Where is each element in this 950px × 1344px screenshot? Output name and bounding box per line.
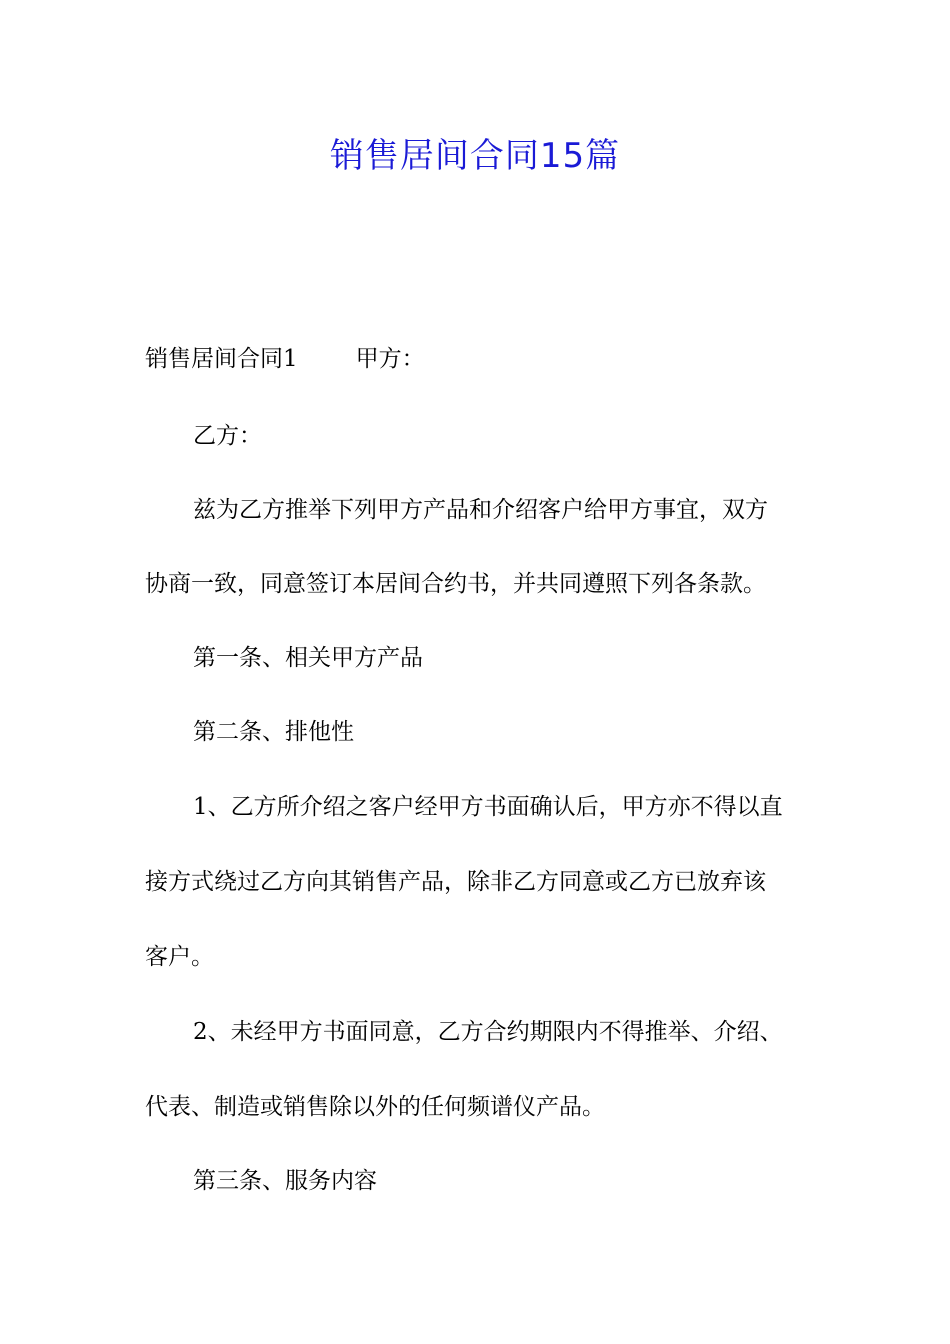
party-a-label: 甲方： — [355, 346, 425, 372]
clause-2-line-1: 2、未经甲方书面同意，乙方合约期限内不得推举、介绍、 — [193, 1019, 783, 1045]
article-3-heading: 第三条、服务内容 — [193, 1168, 377, 1194]
clause-1-line-3: 客户。 — [145, 944, 214, 970]
party-b-label: 乙方： — [193, 423, 262, 449]
clause-1-line-2: 接方式绕过乙方向其销售产品，除非乙方同意或乙方已放弃该 — [145, 869, 766, 895]
contract-heading-line — [145, 344, 810, 374]
article-2-heading: 第二条、排他性 — [193, 719, 354, 745]
article-1-heading: 第一条、相关甲方产品 — [193, 645, 423, 671]
document-title: 销售居间合同15篇 — [329, 136, 621, 176]
intro-paragraph-line-1: 兹为乙方推举下列甲方产品和介绍客户给甲方事宜，双方 — [193, 497, 768, 523]
clause-1-line-1: 1、乙方所介绍之客户经甲方书面确认后，甲方亦不得以直 — [193, 794, 783, 820]
intro-paragraph-line-2: 协商一致，同意签订本居间合约书，并共同遵照下列各条款。 — [145, 571, 766, 597]
contract-heading: 销售居间合同1 — [145, 346, 298, 372]
clause-2-line-2: 代表、制造或销售除以外的任何频谱仪产品。 — [145, 1094, 605, 1120]
